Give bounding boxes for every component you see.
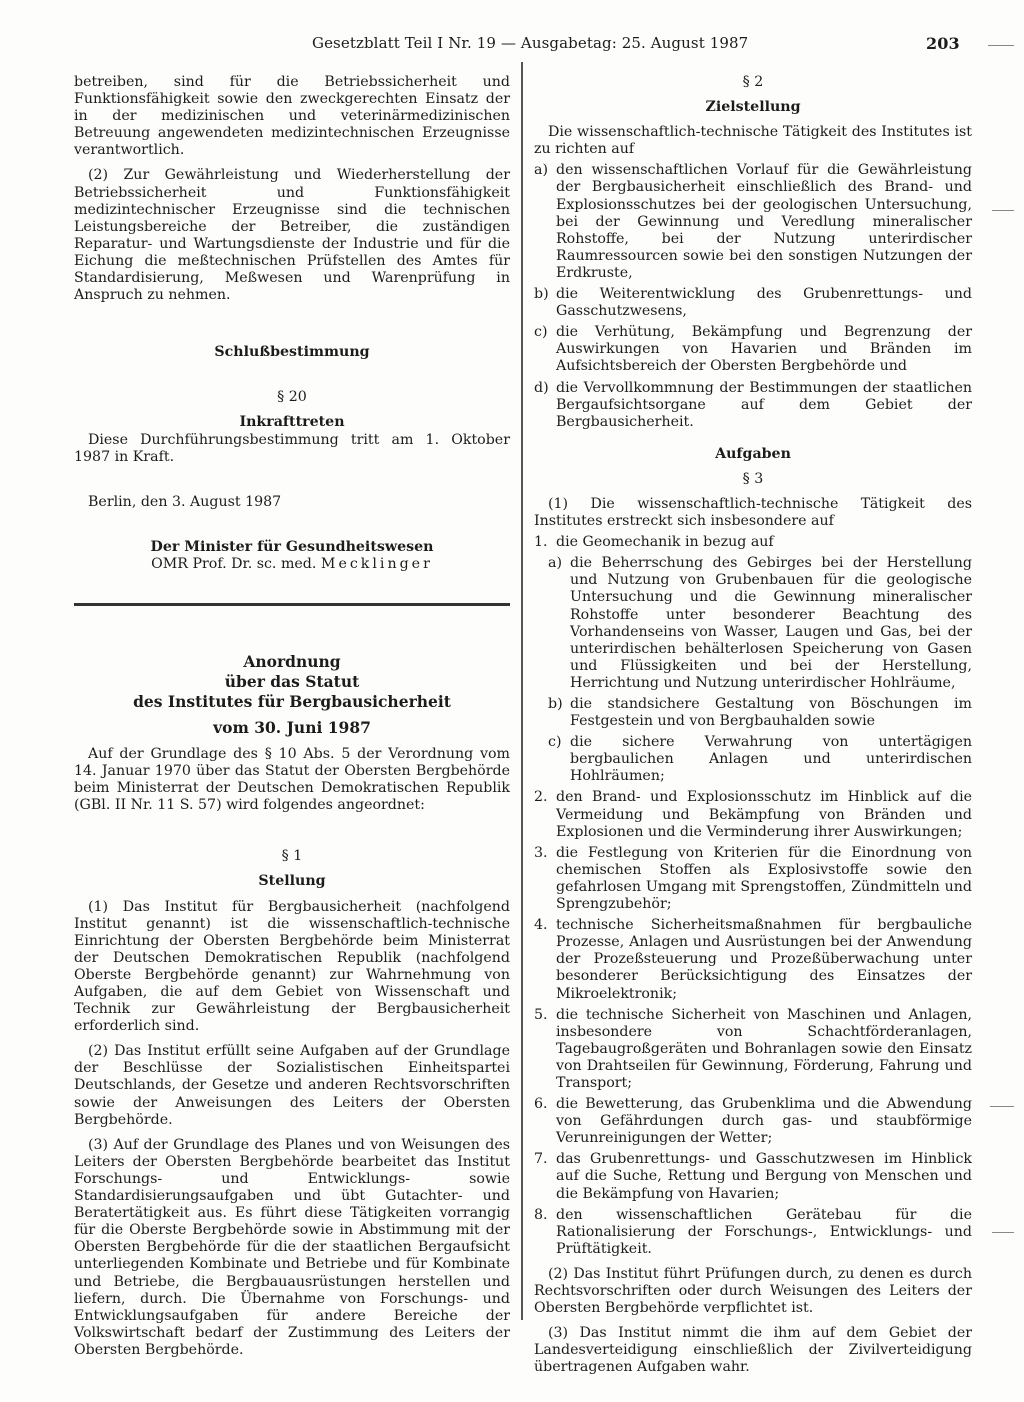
list-text: die Verhütung, Bekämpfung und Begrenzung der Auswirkungen von Havarien und Bränden im Aufsichtsbereich der Obersten Bergbehörde und bbox=[556, 324, 972, 375]
list-label: b) bbox=[534, 286, 549, 303]
margin-mark bbox=[992, 1232, 1014, 1233]
list-item bbox=[534, 380, 972, 431]
list-text: die standsichere Gestaltung von Böschungen im Festgestein und von Bergbauhalden sowie bbox=[570, 696, 972, 730]
stellung-paragraph-3: (3) Auf der Grundlage des Planes und von Weisungen des Leiters der Obersten Bergbehörde bearbeitet das Institut Forschungs- und Entwicklungs- sowie Standardisierungsaufgaben und übt Gutachter- und Beratertätigkeit aus. Es führt diese Tätigkeiten vorrangig für die Oberste Bergbehörde sowie in Abstimmung mit der Obersten Bergbehörde für die der staatlichen Bergaufsicht unterliegenden Kombinate und Betriebe und für Kombinate und Betriebe, die Bergbauausrüstungen herstellen und liefern, durch. Die Übernahme von Forschungs- und Entwicklungsaufgaben für andere Bereiche der Volkswirtschaft bedarf der Zustimmung des Leiters der Obersten Bergbehörde. bbox=[74, 1136, 510, 1358]
section-heading-stellung: Stellung bbox=[258, 873, 326, 890]
list-item bbox=[534, 286, 972, 320]
list-label: 8. bbox=[534, 1206, 548, 1223]
list-text: die Festlegung von Kriterien für die Einordnung von chemischen Stoffen als Explosivstoffe sowie den gefahrlosen Umgang mit Sprengstoffen, Zündmitteln und Sprengzubehör; bbox=[556, 844, 972, 913]
header-title: Gesetzblatt Teil I Nr. 19 — Ausgabetag: 25. August 1987 bbox=[312, 34, 749, 52]
list-text: den wissenschaftlichen Vorlauf für die Gewährleistung der Bergbausicherheit einschließlich des Brand- und Explosionsschutzes bei der geologischen Untersuchung, bei der Gewinnung und Veredlung mineralischer Rohstoffe, bei der Nutzung unterirdischer Raumressourcen sowie bei den sonstigen Nutzungen der Erdkruste, bbox=[556, 162, 972, 281]
list-text: die Vervollkommnung der Bestimmungen der staatlichen Bergaufsichtsorgane auf dem Gebiet der Bergbausicherheit. bbox=[556, 379, 972, 430]
list-text: die Bewetterung, das Grubenklima und die Abwendung von Gefährdungen durch gas- und staubförmige Verunreinigungen der Wetter; bbox=[556, 1096, 972, 1147]
list-item bbox=[534, 162, 972, 282]
section-heading-schlussbestimmung: Schlußbestimmung bbox=[214, 344, 370, 361]
anordnung-title-line: Anordnung bbox=[243, 651, 341, 671]
list-label: b) bbox=[548, 696, 563, 712]
list-text: die sichere Verwahrung von untertägigen bergbaulichen Anlagen und unterirdischen Hohlräumen; bbox=[570, 734, 972, 785]
list-label: 3. bbox=[534, 844, 548, 861]
section-number-3: § 3 bbox=[742, 470, 764, 487]
signer-prefix: OMR Prof. Dr. sc. med. bbox=[151, 555, 317, 572]
list-label: 5. bbox=[534, 1006, 548, 1023]
signer-title: Der Minister für Gesundheitswesen bbox=[150, 538, 434, 555]
aufgaben-intro: (1) Die wissenschaftlich-technische Tätigkeit des Institutes erstreckt sich insbesondere auf bbox=[534, 495, 972, 530]
aufgaben-paragraph-2: (2) Das Institut führt Prüfungen durch, zu denen es durch Rechtsvorschriften oder durch Weisungen des Leiters der Obersten Bergbehörde verpflichtet ist. bbox=[534, 1265, 972, 1317]
anordnung-date: vom 30. Juni 1987 bbox=[213, 717, 371, 737]
sub-list-item bbox=[534, 696, 972, 730]
list-item bbox=[534, 789, 972, 840]
list-item bbox=[534, 534, 972, 551]
list-label: 6. bbox=[534, 1096, 548, 1113]
section-heading-inkrafttreten: Inkrafttreten bbox=[239, 414, 345, 431]
stellung-paragraph-1: (1) Das Institut für Bergbausicherheit (nachfolgend Institut genannt) ist die wissenschaftlich-technische Einrichtung der Obersten Bergbehörde beim Ministerrat der Deutschen Demokratischen Republik (nachfolgend Oberste Bergbehörde genannt) zur Wahrnehmung von Aufgaben, die auf dem Gebiet von Wissenschaft und Technik zur Gewährleistung der Bergbausicherheit erforderlich sind. bbox=[74, 898, 510, 1035]
section-heading-aufgaben: Aufgaben bbox=[715, 445, 791, 462]
left-column bbox=[74, 74, 510, 1359]
list-text: den wissenschaftlichen Gerätebau für die Rationalisierung der Forschungs-, Entwicklungs- und Prüftätigkeit. bbox=[556, 1206, 972, 1257]
column-divider bbox=[521, 62, 523, 1320]
stellung-paragraph-2: (2) Das Institut erfüllt seine Aufgaben auf der Grundlage der Beschlüsse der Sozialistischen Einheitspartei Deutschlands, der Gesetze und anderen Rechtsvorschriften sowie der Anweisungen des Leiters der Obersten Bergbehörde. bbox=[74, 1043, 510, 1128]
list-label: 2. bbox=[534, 789, 548, 806]
list-label: a) bbox=[534, 162, 548, 179]
zielstellung-intro: Die wissenschaftlich-technische Tätigkeit des Institutes ist zu richten auf bbox=[534, 124, 972, 158]
margin-mark bbox=[990, 1106, 1014, 1107]
list-label: d) bbox=[534, 379, 549, 396]
list-item bbox=[534, 324, 972, 375]
section-number-20: § 20 bbox=[277, 389, 307, 406]
preamble: Auf der Grundlage des § 10 Abs. 5 der Verordnung vom 14. Januar 1970 über das Statut der Obersten Bergbehörde beim Ministerrat der Deutschen Demokratischen Republik (GBl. II Nr. 11 S. 57) wird folgendes angeordnet: bbox=[74, 745, 510, 814]
list-item bbox=[534, 1007, 972, 1092]
paragraph-2: (2) Zur Gewährleistung und Wiederherstellung der Betriebssicherheit und Funktionsfähigkeit medizintechnischer Erzeugnisse sind die technischen Leistungsbereiche der Betreiber, die zuständigen Reparatur- und Wartungsdienste der Industrie und für die Eichung die meßtechnischen Prüfstellen des Amtes für Standardisierung, Meßwesen und Warenprüfung in Anspruch zu nehmen. bbox=[74, 167, 510, 304]
page-number: 203 bbox=[926, 34, 960, 53]
list-text: das Grubenrettungs- und Gasschutzwesen im Hinblick auf die Suche, Rettung und Bergung von Menschen und die Bekämpfung von Havarien; bbox=[556, 1151, 972, 1202]
place-and-date: Berlin, den 3. August 1987 bbox=[88, 493, 282, 510]
list-label: 1. bbox=[534, 534, 548, 551]
list-text: technische Sicherheitsmaßnahmen für bergbauliche Prozesse, Anlagen und Ausrüstungen bei der Anwendung der Prozeßsteuerung und Prozeßüberwachung unter besonderer Berücksichtigung des Einsatzes der Mikroelektronik; bbox=[556, 917, 972, 1002]
list-label: 4. bbox=[534, 917, 548, 934]
section-number-2: § 2 bbox=[742, 74, 764, 90]
section-number-1: § 1 bbox=[281, 848, 303, 865]
list-label: 7. bbox=[534, 1151, 548, 1168]
margin-mark bbox=[988, 45, 1014, 46]
margin-mark bbox=[992, 210, 1014, 211]
list-label: a) bbox=[548, 555, 562, 572]
aufgaben-paragraph-3: (3) Das Institut nimmt die ihm auf dem Gebiet der Landesverteidigung einschließlich der Zivilverteidigung übertragenen Aufgaben wahr. bbox=[534, 1325, 972, 1376]
list-text: die Weiterentwicklung des Grubenrettungs- und Gasschutzwesens, bbox=[556, 286, 972, 320]
list-item bbox=[534, 917, 972, 1002]
list-item bbox=[534, 1151, 972, 1202]
section-heading-zielstellung: Zielstellung bbox=[705, 99, 801, 116]
list-text: die Beherrschung des Gebirges bei der Herstellung und Nutzung von Grubenbauen für die geologische Untersuchung und die Gewinnung mineralischer Rohstoffe unter besonderer Beachtung des Vorhandenseins von Wasser, Laugen und Gas, bei der unterirdischen behälterlosen Speicherung von Gasen und Flüssigkeiten und bei der Herstellung, Herrichtung und Nutzung unterirdischer Hohlräume, bbox=[570, 555, 972, 691]
list-label: c) bbox=[534, 324, 548, 341]
paragraph-continued: betreiben, sind für die Betriebssicherheit und Funktionsfähigkeit sowie den zweckgerechten Einsatz der in der medizinischen und veterinärmedizinischen Betreuung angewendeten medizintechnischen Erzeugnisse verantwortlich. bbox=[74, 74, 510, 159]
list-text: die Geomechanik in bezug auf bbox=[556, 534, 774, 551]
sub-list-item bbox=[534, 734, 972, 785]
list-item bbox=[534, 1096, 972, 1147]
right-column bbox=[534, 74, 972, 1376]
anordnung-title-line: über das Statut bbox=[224, 671, 360, 691]
sub-list-item bbox=[534, 555, 972, 692]
anordnung-title-line: des Institutes für Bergbausicherheit bbox=[133, 691, 451, 711]
list-item bbox=[534, 1207, 972, 1258]
signer-line bbox=[74, 556, 510, 573]
anordnung-title bbox=[74, 652, 510, 738]
list-text: den Brand- und Explosionsschutz im Hinblick auf die Vermeidung und Bekämpfung von Bränden und Explosionen und die Verminderung ihrer Auswirkungen; bbox=[556, 789, 972, 840]
list-label: c) bbox=[548, 734, 562, 751]
inkrafttreten-text: Diese Durchführungsbestimmung tritt am 1. Oktober 1987 in Kraft. bbox=[74, 431, 510, 465]
signer-name: Mecklinger bbox=[320, 555, 433, 572]
list-item bbox=[534, 845, 972, 913]
list-text: die technische Sicherheit von Maschinen und Anlagen, insbesondere von Schachtförderanlagen, Tagebaugroßgeräten und Bohranlagen sowie den Einsatz von Drahtseilen für Gewinnung, Förderung, Fahrung und Transport; bbox=[556, 1006, 972, 1091]
